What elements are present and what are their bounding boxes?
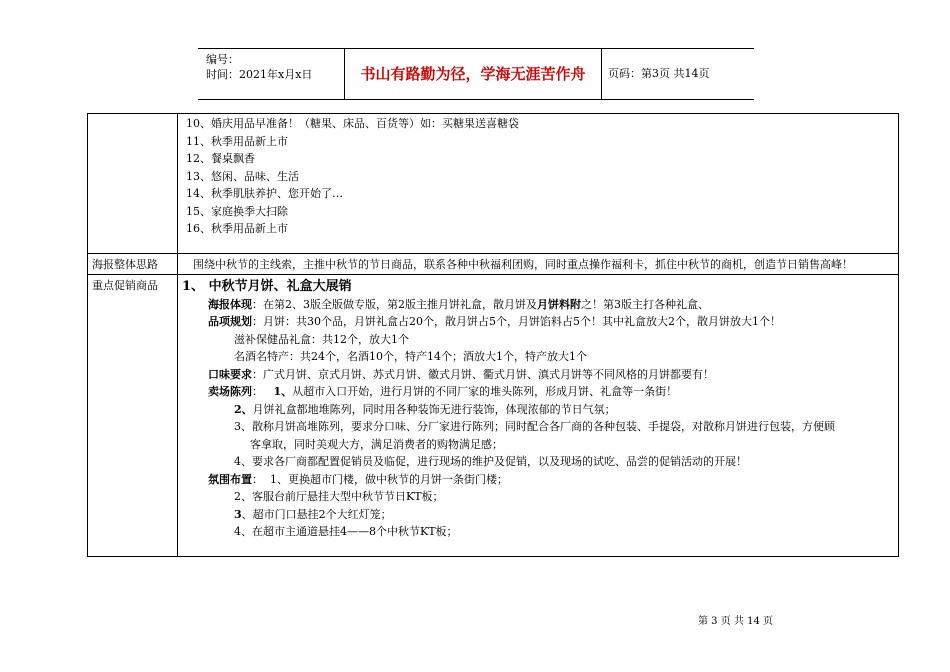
section-title: 1、 中秋节月饼、礼盒大展销 [182, 278, 352, 294]
list-item: 10、婚庆用品早准备！（糖果、床品、百货等）如：买糖果送喜糖袋 [186, 117, 519, 130]
content-table [87, 113, 899, 557]
atmosphere-label: 氛围布置 [208, 472, 252, 486]
atmosphere-3-num: 3 [234, 507, 242, 521]
plan-line [182, 313, 894, 331]
number-label: 编号： [206, 53, 239, 66]
atmosphere-colon: ： [252, 472, 263, 486]
display-line-1 [182, 383, 894, 401]
poster-text-a: ：在第2、3版全版做专版，第2版主推月饼礼盒，散月饼及 [252, 297, 537, 311]
empty-label-cell [88, 114, 178, 254]
display-line-3a: 3、散称月饼高堆陈列，要求分口味、分厂家进行陈列；同时配合各厂商的各种包装、手提袋，对散称月饼进行包装，方便顾 [234, 420, 835, 433]
display-2-num: 2、 [234, 402, 253, 416]
atmosphere-3-text: 、超市门口悬挂2个大红灯笼； [241, 507, 392, 521]
header-motto: 书山有路勤为径，学海无涯苦作舟 [344, 49, 602, 99]
list-item: 16、秋季用品新上市 [186, 222, 288, 235]
table-row-items [88, 114, 899, 254]
list-item: 13、悠闲、品味、生活 [186, 169, 299, 183]
plan-label: 品项规划 [208, 315, 252, 328]
items-cell [178, 114, 899, 254]
poster-label: 海报体现 [208, 297, 252, 311]
key-products-label: 重点促销商品 [88, 274, 178, 556]
display-colon: ： [252, 385, 263, 398]
display-2-text: 月饼礼盒都地堆陈列，同时用各种装饰无进行装饰，体现浓郁的节日气氛； [252, 402, 616, 416]
header-left [206, 52, 312, 82]
taste-text: ：广式月饼、京式月饼、苏式月饼、徽式月饼、衢式月饼、滇式月饼等不同风格的月饼都要有！ [252, 367, 714, 381]
taste-line [182, 366, 894, 384]
page-header [198, 48, 754, 100]
page-number-label: 页码：第3页 共14页 [608, 67, 710, 80]
atmosphere-line-2: 2、客服台前厅悬挂大型中秋节节日KT板； [234, 490, 444, 503]
poster-idea-text [178, 254, 899, 275]
plan-line-2: 滋补保健品礼盒：共12个，放大1个 [234, 332, 409, 346]
plan-line-3: 名酒名特产：共24个，名酒10个，特产14个；酒放大1个，特产放大1个 [234, 350, 587, 363]
display-line-2 [182, 401, 894, 419]
list-item: 12、餐桌飘香 [186, 152, 255, 165]
display-1-text: 从超市入口开始，进行月饼的不同厂家的堆头陈列，形成月饼、礼盒等一条街！ [292, 385, 678, 398]
list-item: 15、家庭换季大扫除 [186, 204, 288, 218]
atmosphere-line-4: 4、在超市主通道悬挂4——8个中秋节KT板； [234, 525, 458, 538]
display-label: 卖场陈列 [208, 385, 252, 398]
table-row-key-products [88, 274, 899, 556]
list-item: 11、秋季用品新上市 [186, 134, 288, 148]
atmosphere-1-text: 1、更换超市门楼，做中秋节的月饼一条街门楼； [270, 472, 508, 486]
poster-text-b: 月饼料附 [537, 297, 581, 311]
time-label: 时间：2021年x月x日 [206, 68, 313, 81]
taste-label: 口味要求 [208, 367, 252, 381]
poster-text-c: 之！第3版主打各种礼盒、 [581, 297, 709, 311]
plan-text: ：月饼：共30个品，月饼礼盒占20个，散月饼占5个，月饼馅料占5个！其中礼盒放大2个，散月饼放大1个！ [252, 315, 781, 328]
poster-idea-label: 海报整体思路 [88, 254, 178, 275]
table-row-poster-idea [88, 254, 899, 275]
display-1-num: 1、 [273, 385, 293, 398]
page-footer: 第 3 页 共 14 页 [698, 616, 773, 627]
atmosphere-line-3 [182, 506, 894, 524]
display-line-3b: 客拿取，同时美观大方，满足消费者的购物满足感； [250, 437, 503, 451]
key-products-cell [178, 274, 899, 556]
atmosphere-line-1 [182, 471, 894, 489]
display-line-4: 4、要求各厂商都配置促销员及临促，进行现场的维护及促销，以及现场的试吃、品尝的促销活动的开展！ [234, 455, 747, 468]
poster-line [182, 296, 894, 314]
poster-idea-paragraph: 围绕中秋节的主线索，主推中秋节的节日商品，联系各种中秋福利团购，同时重点操作福利卡，抓住中秋节的商机，创造节日销售高峰！ [193, 258, 853, 271]
list-item: 14、秋季肌肤养护、您开始了… [186, 187, 343, 200]
